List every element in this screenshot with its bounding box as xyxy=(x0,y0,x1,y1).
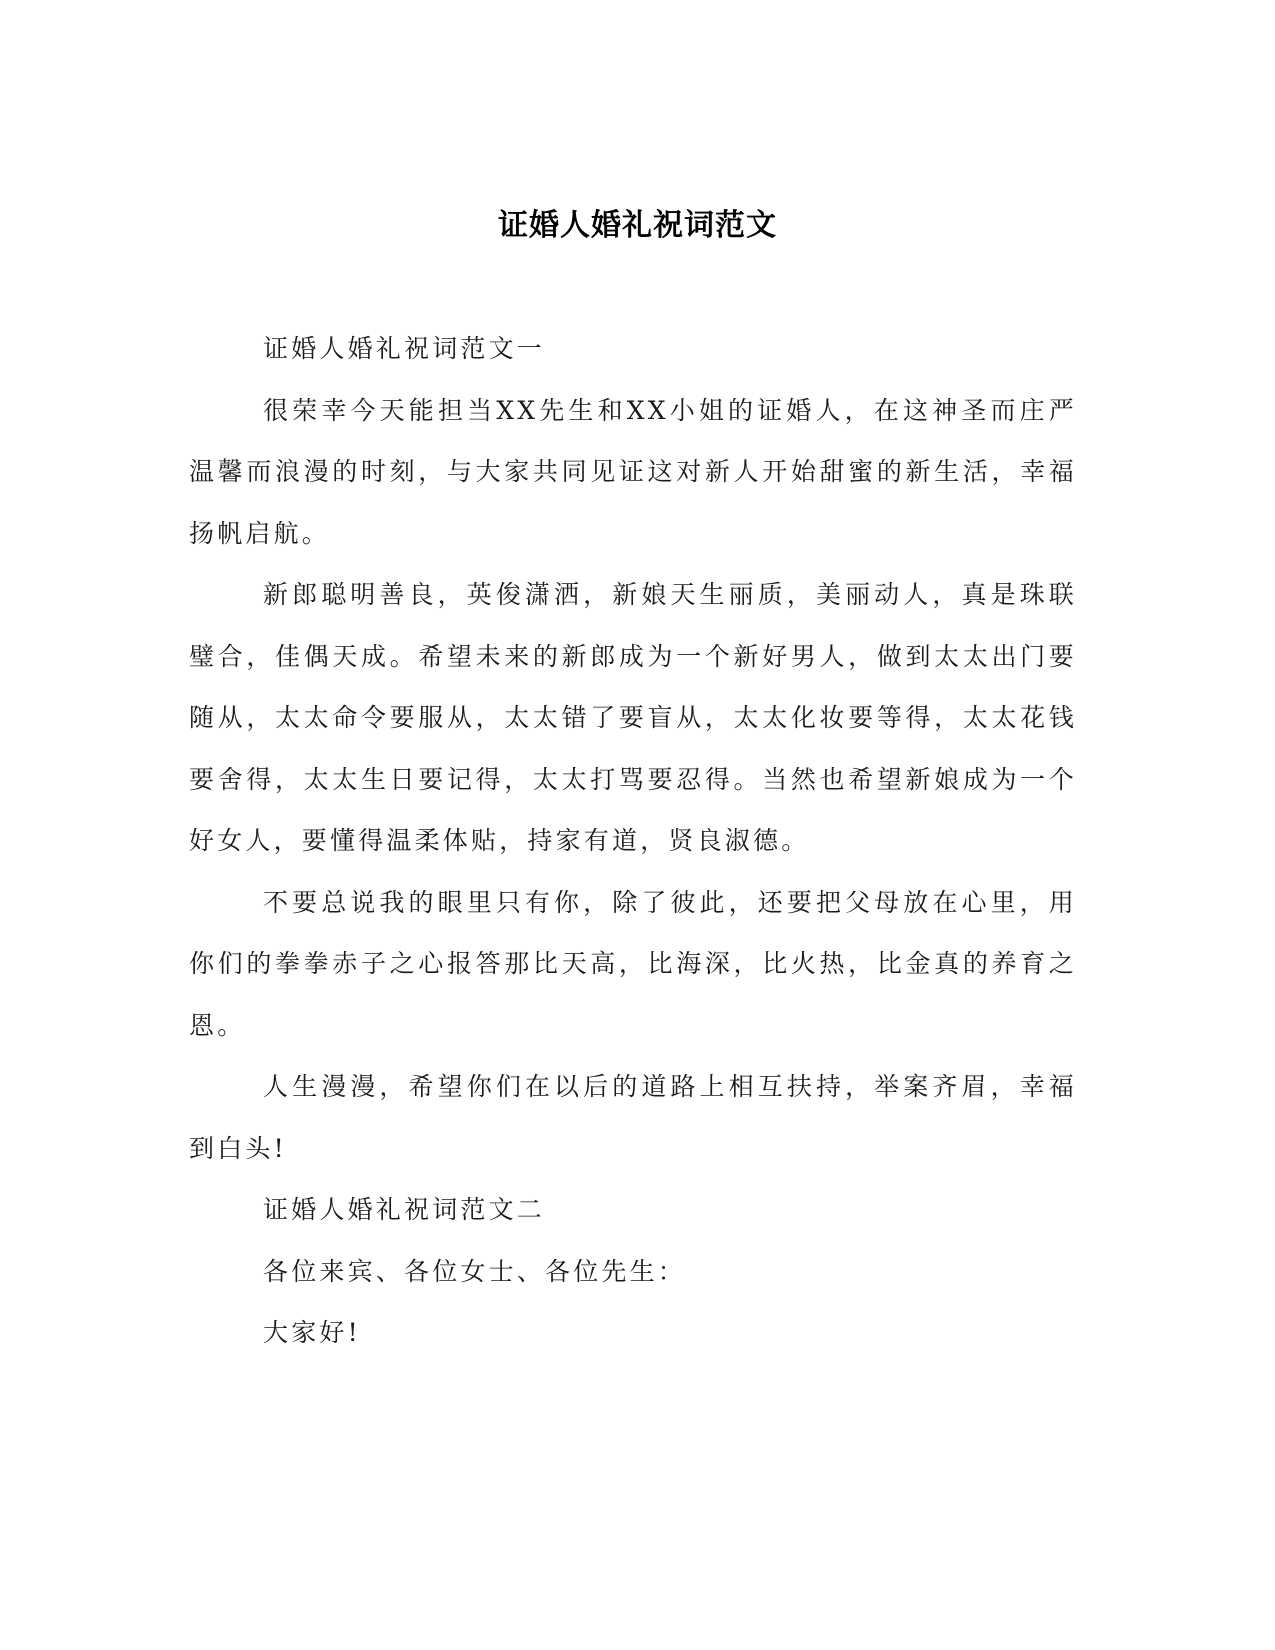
section-heading-1: 证婚人婚礼祝词范文一 xyxy=(263,334,546,363)
document-body xyxy=(189,318,1077,1364)
paragraph-wishes: 人生漫漫，希望你们在以后的道路上相互扶持，举案齐眉，幸福到白头! xyxy=(189,1072,1077,1163)
paragraph-salutation: 各位来宾、各位女士、各位先生： xyxy=(263,1256,687,1286)
section-heading-2: 证婚人婚礼祝词范文二 xyxy=(263,1195,546,1224)
paragraph-parents: 不要总说我的眼里只有你，除了彼此，还要把父母放在心里，用你们的拳拳赤子之心报答那比天高，比海深，比火热，比金真的养育之恩。 xyxy=(189,887,1077,1040)
document-title: 证婚人婚礼祝词范文 xyxy=(498,208,777,243)
paragraph-couple: 新郎聪明善良，英俊潇洒，新娘天生丽质，美丽动人，真是珠联璧合，佳偶天成。希望未来的新郎成为一个新好男人，做到太太出门要随从，太太命令要服从，太太错了要盲从，太太化妆要等得，太太花钱要舍得，太太生日要记得，太太打骂要忍得。当然也希望新娘成为一个好女人，要懂得温柔体贴，持家有道，贤良淑德。 xyxy=(189,580,1077,855)
paragraph-greeting: 大家好! xyxy=(263,1318,361,1347)
paragraph-intro: 很荣幸今天能担当XX先生和XX小姐的证婚人，在这神圣而庄严温馨而浪漫的时刻，与大家共同见证这对新人开始甜蜜的新生活，幸福扬帆启航。 xyxy=(189,395,1077,548)
